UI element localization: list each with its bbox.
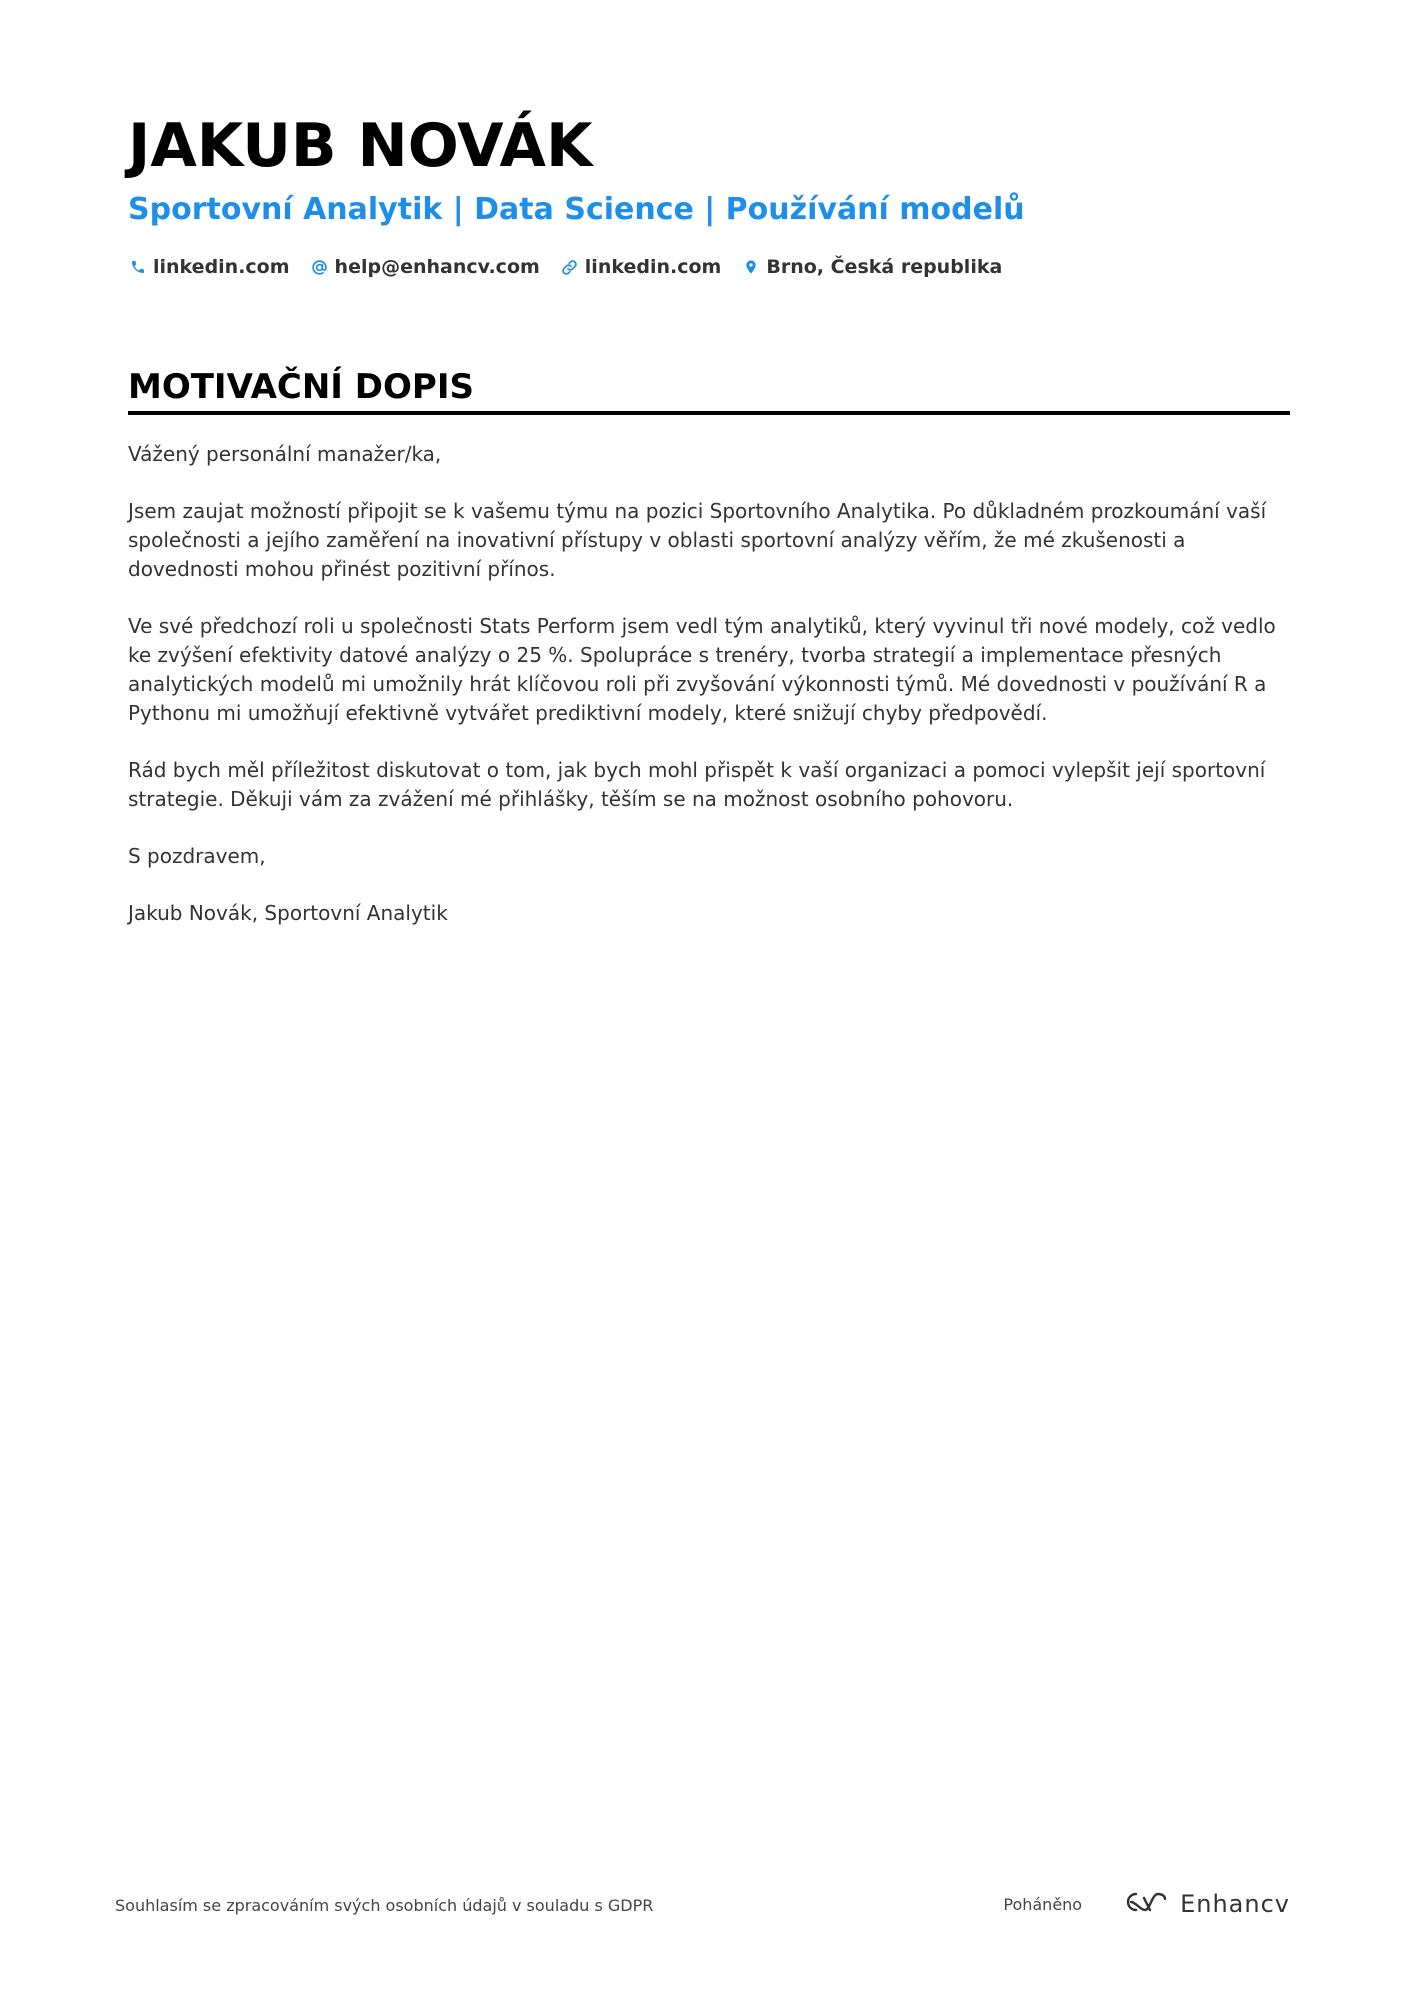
letter-paragraph-3: Rád bych měl příležitost diskutovat o tom, jak bych mohl přispět k vaší organizaci a pomoci vylepšit její sportovní strategie. Děkuji vám za zvážení mé přihlášky, těším se na možnost osobního pohovoru. [128,758,1266,811]
letter-body [128,440,1290,956]
powered-by [1003,1890,1290,1918]
contact-location [741,256,1002,278]
letter-greeting: Vážený personální manažer/ka, [128,442,442,466]
letter-paragraph-1: Jsem zaujat možností připojit se k vašemu týmu na pozici Sportovního Analytika. Po důkladném prozkoumání vaší společnosti a jejího zaměření na inovativní přístupy v oblasti sportovní analýzy věřím, že mé zkušenosti a dovednosti mohou přinést pozitivní přínos. [128,499,1267,581]
candidate-name: JAKUB NOVÁK [128,111,593,181]
phone-icon [128,257,148,277]
contact-location-text: Brno, Česká republika [766,256,1003,278]
section-divider [128,411,1290,415]
candidate-headline: Sportovní Analytik | Data Science | Používání modelů [128,192,1025,227]
at-icon [310,257,330,277]
contact-link-text: linkedin.com [584,256,722,278]
enhancv-brand[interactable] [1122,1890,1290,1918]
gdpr-consent: Souhlasím se zpracováním svých osobních údajů v souladu s GDPR [115,1896,654,1915]
letter-closing: S pozdravem, [128,844,266,868]
contact-bar [128,252,1022,282]
location-pin-icon [741,257,761,277]
contact-email[interactable] [310,256,540,278]
link-icon [560,257,580,277]
contact-phone-text: linkedin.com [153,256,290,278]
enhancv-brand-name: Enhancv [1180,1890,1290,1918]
section-title: MOTIVAČNÍ DOPIS [128,367,474,407]
contact-email-text: help@enhancv.com [334,256,540,278]
enhancv-logo-icon [1122,1890,1168,1918]
contact-phone[interactable] [128,256,290,278]
letter-signature: Jakub Novák, Sportovní Analytik [128,901,448,925]
contact-link[interactable] [560,256,722,278]
powered-by-label: Poháněno [1003,1894,1083,1914]
letter-paragraph-2: Ve své předchozí roli u společnosti Stats Perform jsem vedl tým analytiků, který vyvinul tři nové modely, což vedlo ke zvýšení efektivity datové analýzy o 25 %. Spolupráce s trenéry, tvorba strategií a implementace přesných analytických modelů mi umožnily hrát klíčovou roli při zvyšování výkonnosti týmů. Mé dovednosti v používání R a Pythonu mi umožňují efektivně vytvářet prediktivní modely, které snižují chyby předpovědí. [128,614,1276,725]
